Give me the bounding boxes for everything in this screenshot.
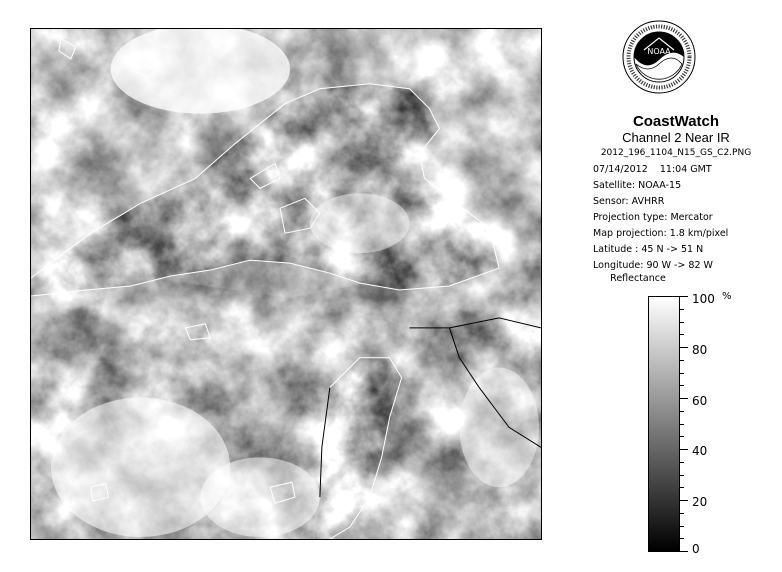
colorbar-tick bbox=[680, 449, 688, 450]
colorbar-tick bbox=[680, 513, 684, 514]
colorbar-tick bbox=[680, 500, 688, 501]
map-projection-value: Map projection: 1.8 km/pixel bbox=[593, 228, 729, 239]
scale-unit: % bbox=[722, 291, 732, 302]
colorbar-tick bbox=[680, 462, 684, 463]
colorbar-tick bbox=[680, 347, 688, 348]
colorbar-tick bbox=[680, 296, 688, 297]
time-value: 11:04 GMT bbox=[659, 164, 712, 175]
colorbar-tick bbox=[680, 385, 684, 386]
brand-title: CoastWatch bbox=[632, 113, 720, 130]
date-time-row bbox=[593, 164, 712, 175]
latitude-value: Latitude : 45 N -> 51 N bbox=[593, 244, 704, 255]
colorbar-tick bbox=[680, 398, 688, 399]
satellite-value: Satellite: NOAA-15 bbox=[593, 180, 682, 191]
colorbar-tick bbox=[680, 334, 684, 335]
reflectance-colorbar bbox=[648, 296, 680, 552]
colorbar-tick bbox=[680, 411, 684, 412]
noaa-logo-graphic bbox=[622, 20, 696, 94]
satellite-image-graphic bbox=[31, 29, 541, 539]
image-filename: 2012_196_1104_N15_GS_C2.PNG bbox=[600, 148, 752, 158]
channel-title: Channel 2 Near IR bbox=[622, 130, 730, 145]
colorbar-tick bbox=[680, 551, 688, 552]
scale-label-40: 40 bbox=[692, 444, 708, 458]
scale-label-80: 80 bbox=[692, 343, 708, 357]
colorbar-tick bbox=[680, 373, 684, 374]
projection-value: Projection type: Mercator bbox=[593, 212, 713, 223]
colorbar-tick bbox=[680, 538, 684, 539]
scale-label-20: 20 bbox=[692, 495, 708, 509]
colorbar-tick bbox=[680, 424, 684, 425]
colorbar-tick bbox=[680, 360, 684, 361]
colorbar-tick bbox=[680, 309, 684, 310]
colorbar-tick bbox=[680, 436, 684, 437]
noaa-logo-text: NOAA bbox=[647, 47, 671, 56]
sensor-value: Sensor: AVHRR bbox=[593, 196, 665, 207]
date-value: 07/14/2012 bbox=[593, 164, 648, 175]
longitude-value: Longitude: 90 W -> 82 W bbox=[593, 260, 713, 271]
colorbar-tick bbox=[680, 487, 684, 488]
scale-title: Reflectance bbox=[610, 273, 666, 284]
colorbar-tick bbox=[680, 322, 684, 323]
scale-label-60: 60 bbox=[692, 394, 708, 408]
scale-label-100: 100 bbox=[692, 292, 715, 306]
noaa-logo bbox=[622, 20, 696, 94]
colorbar-tick bbox=[680, 475, 684, 476]
colorbar-tick bbox=[680, 526, 684, 527]
scale-label-0: 0 bbox=[692, 542, 700, 556]
satellite-image bbox=[30, 28, 542, 540]
